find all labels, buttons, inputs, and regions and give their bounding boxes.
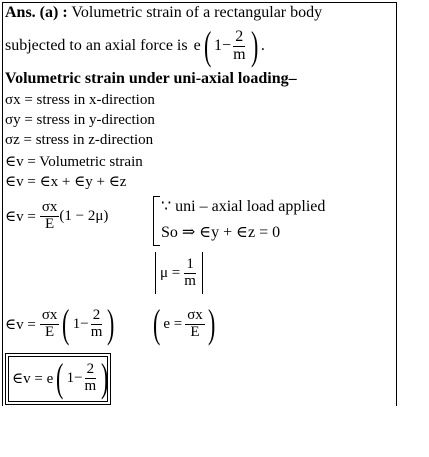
- final-lhs: ∈v = e: [12, 370, 54, 387]
- eq1-denominator: E: [45, 215, 55, 232]
- mu-bracket: [155, 252, 203, 294]
- note-line2: So ⇒ ∈y + ∈z = 0: [161, 224, 281, 241]
- mu-lhs: μ =: [160, 264, 181, 281]
- eq2-fraction: [40, 308, 60, 341]
- final-paren-open: (: [56, 355, 64, 400]
- def-sigma-y: σy = stress in y-direction: [5, 112, 155, 128]
- section-title: Volumetric strain under uni-axial loading–: [5, 70, 297, 87]
- answer-colon: :: [62, 4, 68, 21]
- final-numerator: 2: [86, 360, 95, 377]
- expr-dot: .: [260, 37, 265, 54]
- final-one: 1: [66, 369, 75, 386]
- expr-minus: −: [222, 37, 232, 54]
- eq3-fraction: [185, 308, 205, 341]
- eq3-numerator: σx: [187, 306, 203, 323]
- equation-1: [5, 200, 108, 233]
- final-denominator: m: [84, 377, 97, 394]
- note-bracket: [153, 196, 160, 246]
- expr-one: 1: [214, 37, 223, 54]
- answer-label: Ans. (a): [5, 4, 59, 21]
- mu-fraction: [182, 257, 198, 290]
- def-sigma-z: σz = stress in z-direction: [5, 132, 154, 148]
- final-paren-close: ): [101, 355, 109, 400]
- eq1-numerator: σx: [41, 199, 58, 215]
- expr-e: e: [193, 37, 201, 54]
- mu-numerator: 1: [186, 255, 194, 272]
- answer-header-line2: [5, 23, 265, 68]
- expr-numerator: 2: [235, 27, 244, 45]
- equation-3: [150, 301, 218, 346]
- eq2-lhs: ∈v =: [5, 316, 36, 333]
- def-sigma-x: σx = stress in x-direction: [5, 92, 155, 108]
- paren-close: ): [250, 23, 258, 68]
- equation-2: [5, 301, 118, 346]
- expr-fraction: [231, 29, 247, 64]
- eq3-paren-close: ): [207, 301, 216, 346]
- answer-header-line1: [5, 4, 322, 22]
- def-sum: ∈v = ∈x + ∈y + ∈z: [5, 174, 127, 190]
- note-line1: ∵ uni – axial load applied: [161, 198, 326, 215]
- answer-text-line2: subjected to an axial force is: [5, 37, 188, 54]
- eq2-paren-open: (: [62, 301, 70, 346]
- mu-denominator: m: [184, 272, 196, 289]
- def-volumetric: ∈v = Volumetric strain: [5, 154, 143, 170]
- eq2-denominator: E: [45, 323, 55, 340]
- paren-open: (: [203, 23, 212, 68]
- eq1-fraction: [40, 200, 60, 233]
- final-result: [12, 355, 112, 400]
- final-minus: −: [74, 369, 83, 386]
- eq3-lhs: e =: [163, 315, 183, 332]
- eq2-minus: −: [80, 315, 89, 332]
- eq2-paren-close: ): [107, 301, 115, 346]
- eq1-lhs: ∈v =: [5, 208, 36, 225]
- eq2-inner-denominator: m: [90, 323, 103, 340]
- eq2-inner-fraction: [89, 308, 105, 341]
- answer-text-line1: Volumetric strain of a rectangular body: [71, 4, 323, 21]
- eq3-paren-open: (: [152, 301, 161, 346]
- eq1-rest: (1 − 2μ): [59, 207, 109, 224]
- expr-denominator: m: [233, 45, 246, 63]
- eq2-one: 1: [72, 315, 81, 332]
- final-fraction: [83, 362, 99, 395]
- eq3-denominator: E: [190, 323, 200, 340]
- eq2-numerator: σx: [41, 306, 58, 323]
- eq2-inner-numerator: 2: [92, 306, 101, 323]
